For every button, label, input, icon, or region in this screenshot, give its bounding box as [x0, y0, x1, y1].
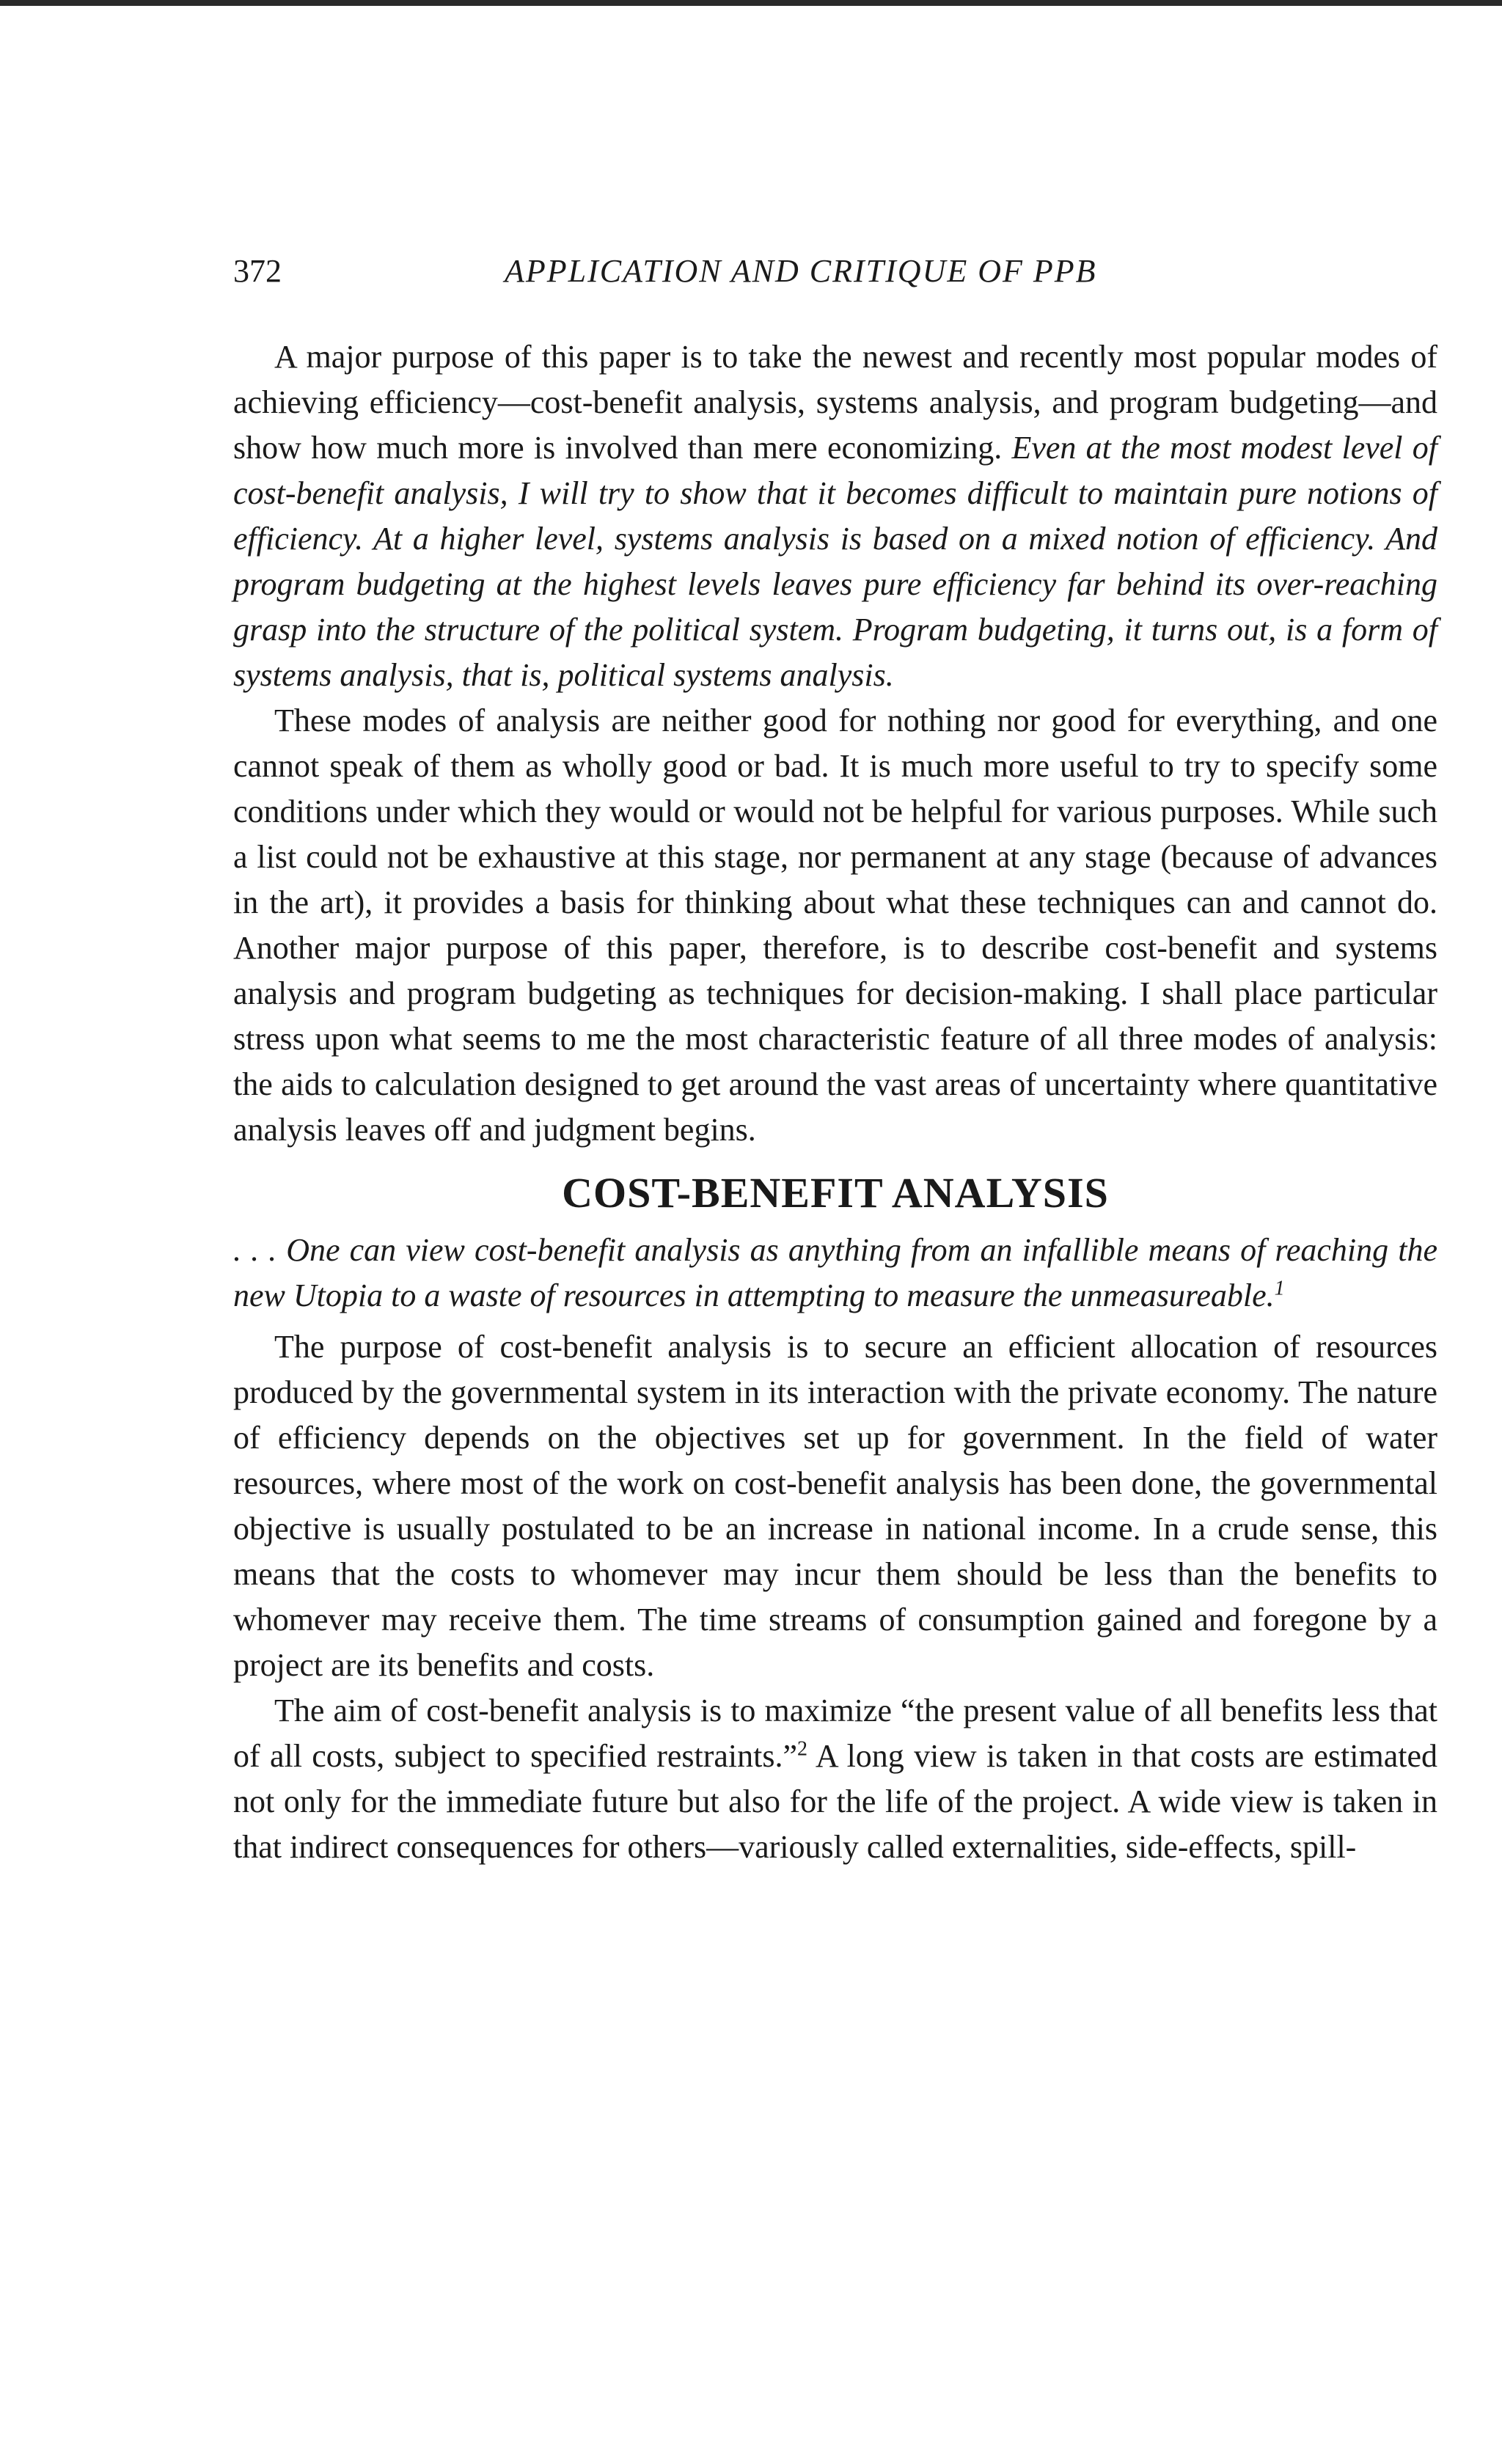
paragraph-purpose-italic: Even at the most modest level of cost-benefit analysis, I will try to show that it becomes difficult to maintain pure notions of efficiency. At a higher level, systems analysis is based on a mixed notion of efficiency. And program budgeting at the highest levels leaves pure efficiency far behind its over-reaching grasp into the structure of the political system. Program budgeting, it turns out, is a form of systems analysis, that is, political systems analysis. — [233, 430, 1437, 693]
paragraph-cba-aim — [233, 1688, 1437, 1870]
paragraph-purpose-plain: A major purpose of this paper is to take the newest and recently most popular modes of achieving efficiency—cost-benefit analysis, systems analysis, and program budgeting—and show how much more is involved than mere economizing. — [233, 339, 1437, 466]
top-scan-border — [0, 0, 1502, 6]
paragraph-cba-aim-part2: A long view is taken in that costs are estimated not only for the immediate future but also for the life of the project. A wide view is taken in that indirect consequences for others—variously called externalities, side-effects, spill- — [233, 1738, 1437, 1865]
paragraph-cba-purpose: The purpose of cost-benefit analysis is to secure an efficient allocation of resources produced by the governmental system in its interaction with the private economy. The nature of efficiency depends on the objectives set up for government. In the field of water resources, where most of the work on cost-benefit analysis has been done, the governmental objective is usually postulated to be an increase in national income. In a crude sense, this means that the costs to whomever may incur them should be less than the benefits to whomever may receive them. The time streams of consumption gained and foregone by a project are its benefits and costs. — [233, 1329, 1437, 1683]
paragraph-modes-of-analysis: These modes of analysis are neither good for nothing nor good for everything, and one cannot speak of them as wholly good or bad. It is much more useful to try to specify some conditions under which they would or would not be helpful for various purposes. While such a list could not be exhaustive at this stage, nor permanent at any stage (because of advances in the art), it provides a basis for thinking about what these techniques can and cannot do. Another major purpose of this paper, therefore, is to describe cost-benefit and systems analysis and program budgeting as techniques for decision-making. I shall place particular stress upon what seems to me the most characteristic feature of all three modes of analysis: the aids to calculation designed to get around the vast areas of uncertainty where quantitative analysis leaves off and judgment begins. — [233, 703, 1437, 1148]
section-heading: COST-BENEFIT ANALYSIS — [562, 1169, 1109, 1217]
page-number: 372 — [233, 253, 282, 289]
footnote-marker-1: 1 — [1274, 1277, 1285, 1300]
running-title: APPLICATION AND CRITIQUE OF PPB — [505, 253, 1097, 289]
paragraph-cba-aim-part1: The aim of cost-benefit analysis is to maximize “the present value of all benefits less that of all costs, subject to specified restraints.” — [233, 1693, 1437, 1774]
running-head — [233, 242, 1437, 308]
book-page — [233, 242, 1437, 1870]
footnote-marker-2: 2 — [797, 1737, 808, 1761]
paragraph-purpose — [233, 334, 1437, 698]
epigraph-text: . . . One can view cost-benefit analysis as anything from an infallible means of reaching the new Utopia to a waste of resources in attempting to measure the unmeasureable. — [233, 1232, 1437, 1313]
epigraph-quote — [233, 1228, 1437, 1319]
